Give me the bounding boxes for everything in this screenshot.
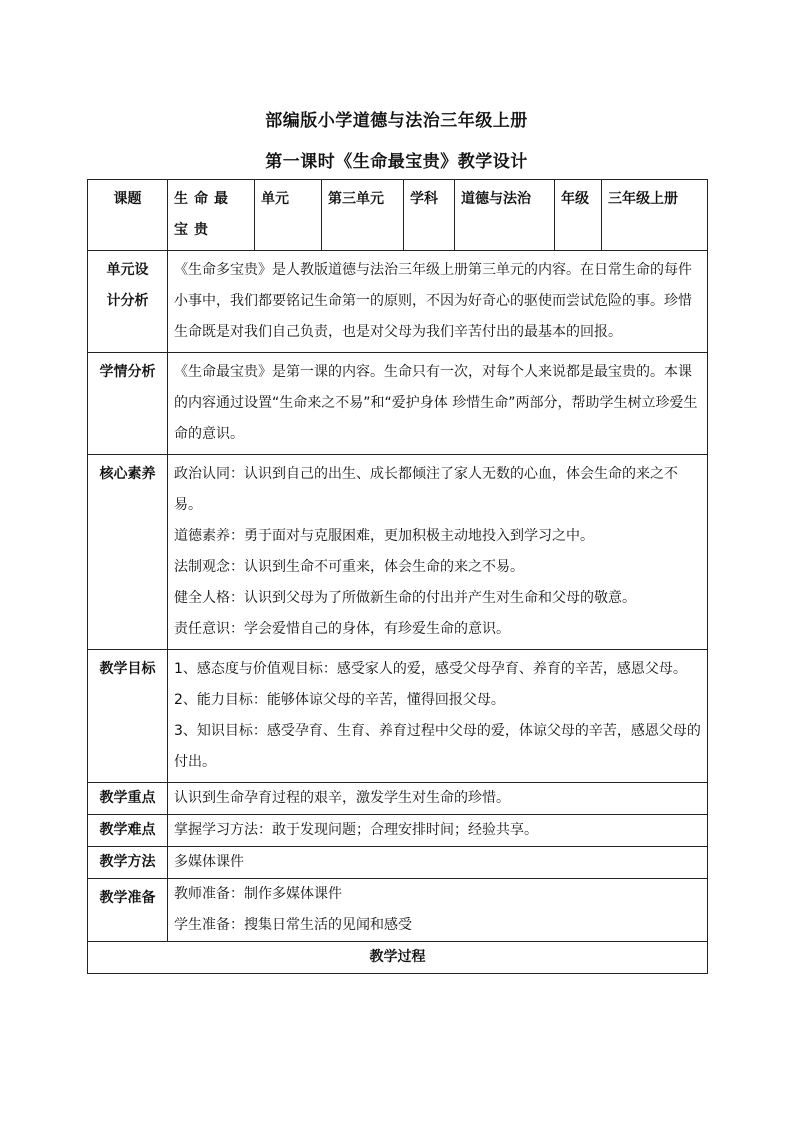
lesson-plan-table [87, 179, 708, 974]
table-row [88, 815, 708, 847]
row-paragraph: 政治认同：认识到自己的出生、成长都倾注了家人无数的心血，体会生命的来之不易。 [174, 466, 678, 513]
row-content [168, 783, 708, 815]
row-content [168, 815, 708, 847]
row-label: 教学目标 [88, 650, 168, 783]
row-paragraph: 学生准备：搜集日常生活的见闻和感受 [174, 917, 412, 933]
topic-label: 课题 [88, 180, 168, 251]
row-content [168, 455, 708, 650]
row-label: 学情分析 [88, 353, 168, 455]
row-label: 教学准备 [88, 879, 168, 942]
row-content [168, 251, 708, 353]
topic-value: 生命最宝贵 [168, 180, 255, 251]
grade-value: 三年级上册 [602, 180, 708, 251]
row-paragraph: 道德素养：勇于面对与克服困难，更加积极主动地投入到学习之中。 [174, 528, 594, 544]
row-paragraph: 法制观念：认识到生命不可重来，体会生命的来之不易。 [174, 559, 524, 575]
grade-label: 年级 [555, 180, 602, 251]
row-paragraph: 认识到生命孕育过程的艰辛，激发学生对生命的珍惜。 [174, 790, 510, 806]
table-row [88, 251, 708, 353]
row-label: 教学重点 [88, 783, 168, 815]
row-label: 核心素养 [88, 455, 168, 650]
row-label: 单元设计分析 [88, 251, 168, 353]
row-paragraph: 《生命最宝贵》是第一课的内容。生命只有一次，对每个人来说都是最宝贵的。本课的内容通过设置“生命来之不易”和“爱护身体 珍惜生命”两部分，帮助学生树立珍爱生命的意识。 [174, 364, 698, 442]
row-paragraph: 掌握学习方法：敢于发现问题；合理安排时间；经验共享。 [174, 822, 538, 838]
footer-row [88, 942, 708, 974]
unit-value: 第三单元 [322, 180, 404, 251]
row-paragraph: 《生命多宝贵》是人教版道德与法治三年级上册第三单元的内容。在日常生命的每件小事中，我们都要铭记生命第一的原则，不因为好奇心的驱使而尝试危险的事。珍惜生命既是对我们自己负责，也是对父母为我们辛苦付出的最基本的回报。 [174, 262, 692, 340]
document-subtitle: 第一课时《生命最宝贵》教学设计 [265, 152, 528, 172]
table-row [88, 353, 708, 455]
row-content [168, 650, 708, 783]
row-paragraph: 多媒体课件 [174, 854, 244, 870]
table-row [88, 879, 708, 942]
header-row [88, 180, 708, 251]
unit-label: 单元 [255, 180, 322, 251]
row-paragraph: 教师准备：制作多媒体课件 [174, 886, 342, 902]
table-row [88, 847, 708, 879]
row-paragraph: 责任意识：学会爱惜自己的身体，有珍爱生命的意识。 [174, 621, 510, 637]
row-paragraph: 3、知识目标：感受孕育、生育、养育过程中父母的爱，体谅父母的辛苦，感恩父母的付出。 [174, 723, 701, 770]
subject-value: 道德与法治 [455, 180, 555, 251]
row-label: 教学难点 [88, 815, 168, 847]
row-content [168, 847, 708, 879]
document-title: 部编版小学道德与法治三年级上册 [265, 111, 528, 131]
subject-label: 学科 [404, 180, 455, 251]
row-content [168, 879, 708, 942]
row-content [168, 353, 708, 455]
row-paragraph: 2、能力目标：能够体谅父母的辛苦，懂得回报父母。 [174, 692, 505, 708]
row-paragraph: 健全人格：认识到父母为了所做新生命的付出并产生对生命和父母的敬意。 [174, 590, 636, 606]
table-row [88, 650, 708, 783]
row-paragraph: 1、感态度与价值观目标：感受家人的爱，感受父母孕育、养育的辛苦，感恩父母。 [174, 661, 687, 677]
table-row [88, 783, 708, 815]
table-row [88, 455, 708, 650]
row-label: 教学方法 [88, 847, 168, 879]
section-heading-teaching-process: 教学过程 [88, 942, 708, 974]
